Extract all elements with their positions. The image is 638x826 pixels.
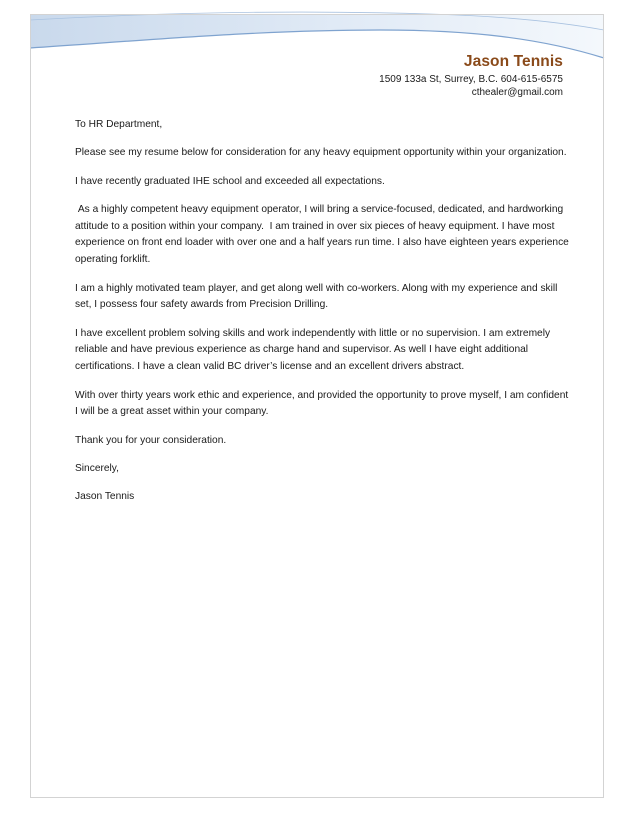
letter-body (75, 117, 570, 518)
letter-paragraph: I have recently graduated IHE school and exceeded all expectations. (75, 175, 385, 187)
letter-paragraph: Please see my resume below for consideration for any heavy equipment opportunity within your organization. (75, 147, 567, 159)
letter-paragraph: Thank you for your consideration. (75, 434, 227, 446)
letter-paragraph: I have excellent problem solving skills and work independently with little or no supervision. I am extremely reliable and have previous experience as charge hand and supervisor. As well I have eight additional certifications. I have a clean valid BC driver’s license and an excellent drivers abstract. (75, 327, 551, 373)
sender-email: cthealer@gmail.com (471, 87, 563, 98)
letter-greeting: To HR Department, (75, 119, 163, 130)
letter-paragraph: I am a highly motivated team player, and get along well with co-workers. Along with my experience and skill set, I possess four safety awards from Precision Drilling. (75, 282, 558, 311)
letter-closing: Sincerely, (75, 462, 119, 474)
letter-paragraph: As a highly competent heavy equipment operator, I will bring a service-focused, dedicated, and hardworking attitude to a position within your company. I am trained in over six pieces of heavy equipment. I have most experience on front end loader with over one and a half years run time. I also have eighteen years experience operating forklift. (75, 203, 572, 266)
sender-address-phone: 1509 133a St, Surrey, B.C. 604-615-6575 (379, 74, 563, 85)
letterhead (163, 51, 563, 99)
sender-name: Jason Tennis (463, 53, 563, 70)
letter-paragraph: With over thirty years work ethic and experience, and provided the opportunity to prove myself, I am confident I will be a great asset within your company. (75, 389, 569, 418)
letter-signature: Jason Tennis (75, 491, 135, 503)
